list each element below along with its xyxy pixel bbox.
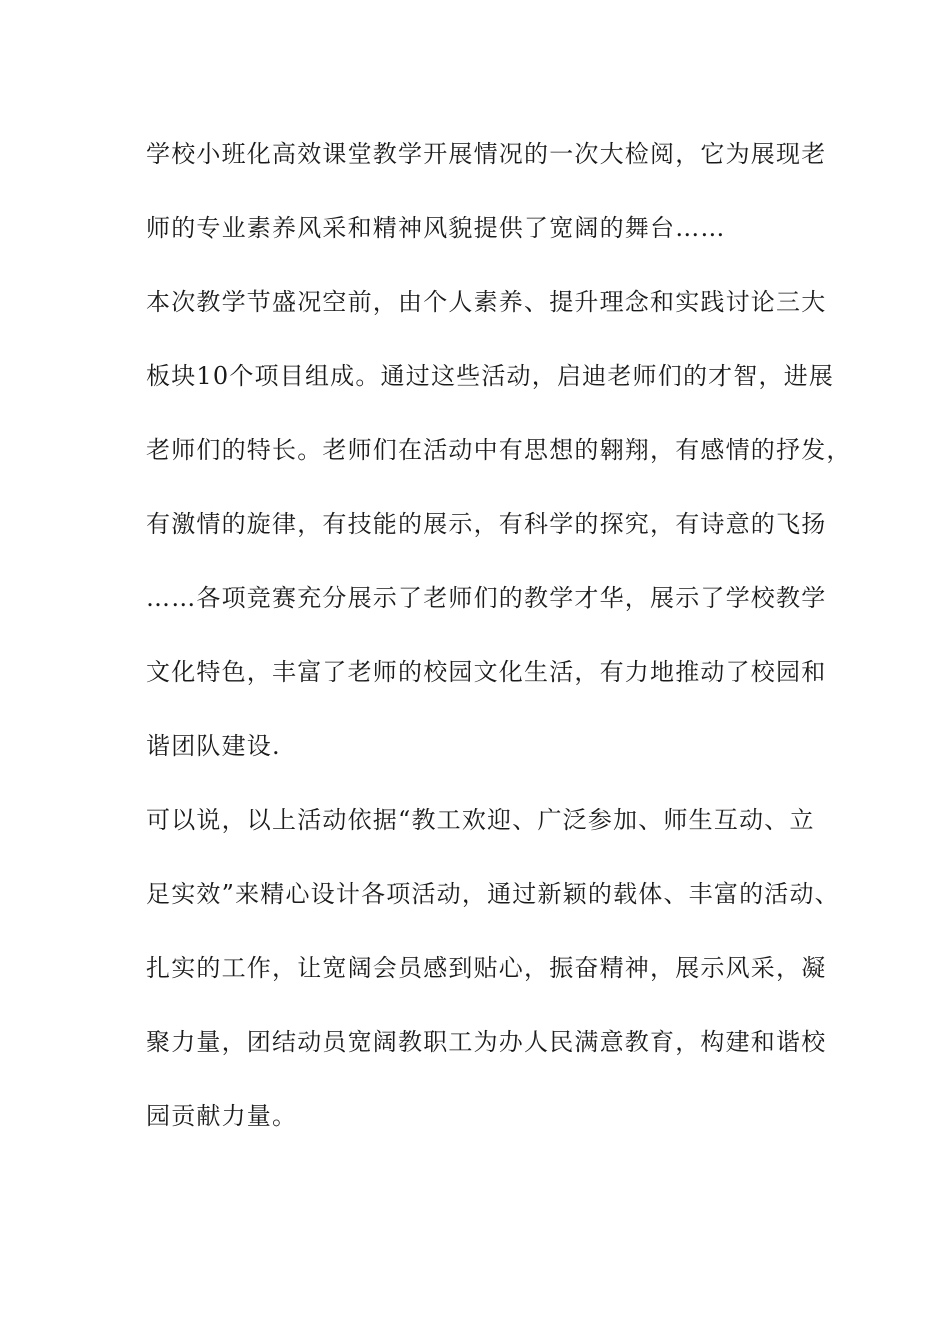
- text-line: 文化特色，丰富了老师的校园文化生活，有力地推动了校园和: [146, 658, 827, 686]
- text-line: 足实效”来精心设计各项活动，通过新颖的载体、丰富的活动、: [146, 880, 840, 908]
- text-line: 老师们的特长。老师们在活动中有思想的翱翔，有感情的抒发，: [146, 436, 852, 464]
- text-line: 板块10个项目组成。通过这些活动，启迪老师们的才智，进展: [146, 362, 835, 390]
- text-line: 学校小班化高效课堂教学开展情况的一次大检阅，它为展现老: [146, 140, 827, 168]
- text-line: 扎实的工作，让宽阔会员感到贴心，振奋精神，展示风采，凝: [146, 954, 827, 982]
- text-line: 聚力量，团结动员宽阔教职工为办人民满意教育，构建和谐校: [146, 1028, 827, 1056]
- text-line: 师的专业素养风采和精神风貌提供了宽阔的舞台……: [146, 214, 726, 242]
- text-line: 本次教学节盛况空前，由个人素养、提升理念和实践讨论三大: [146, 288, 827, 316]
- text-line: 谐团队建设.: [146, 732, 281, 760]
- text-line: ……各项竞赛充分展示了老师们的教学才华，展示了学校教学: [146, 584, 827, 612]
- text-line: 有激情的旋律，有技能的展示，有科学的探究，有诗意的飞扬: [146, 510, 827, 538]
- text-line: 可以说，以上活动依据“教工欢迎、广泛参加、师生互动、立: [146, 806, 815, 834]
- text-line: 园贡献力量。: [146, 1102, 298, 1130]
